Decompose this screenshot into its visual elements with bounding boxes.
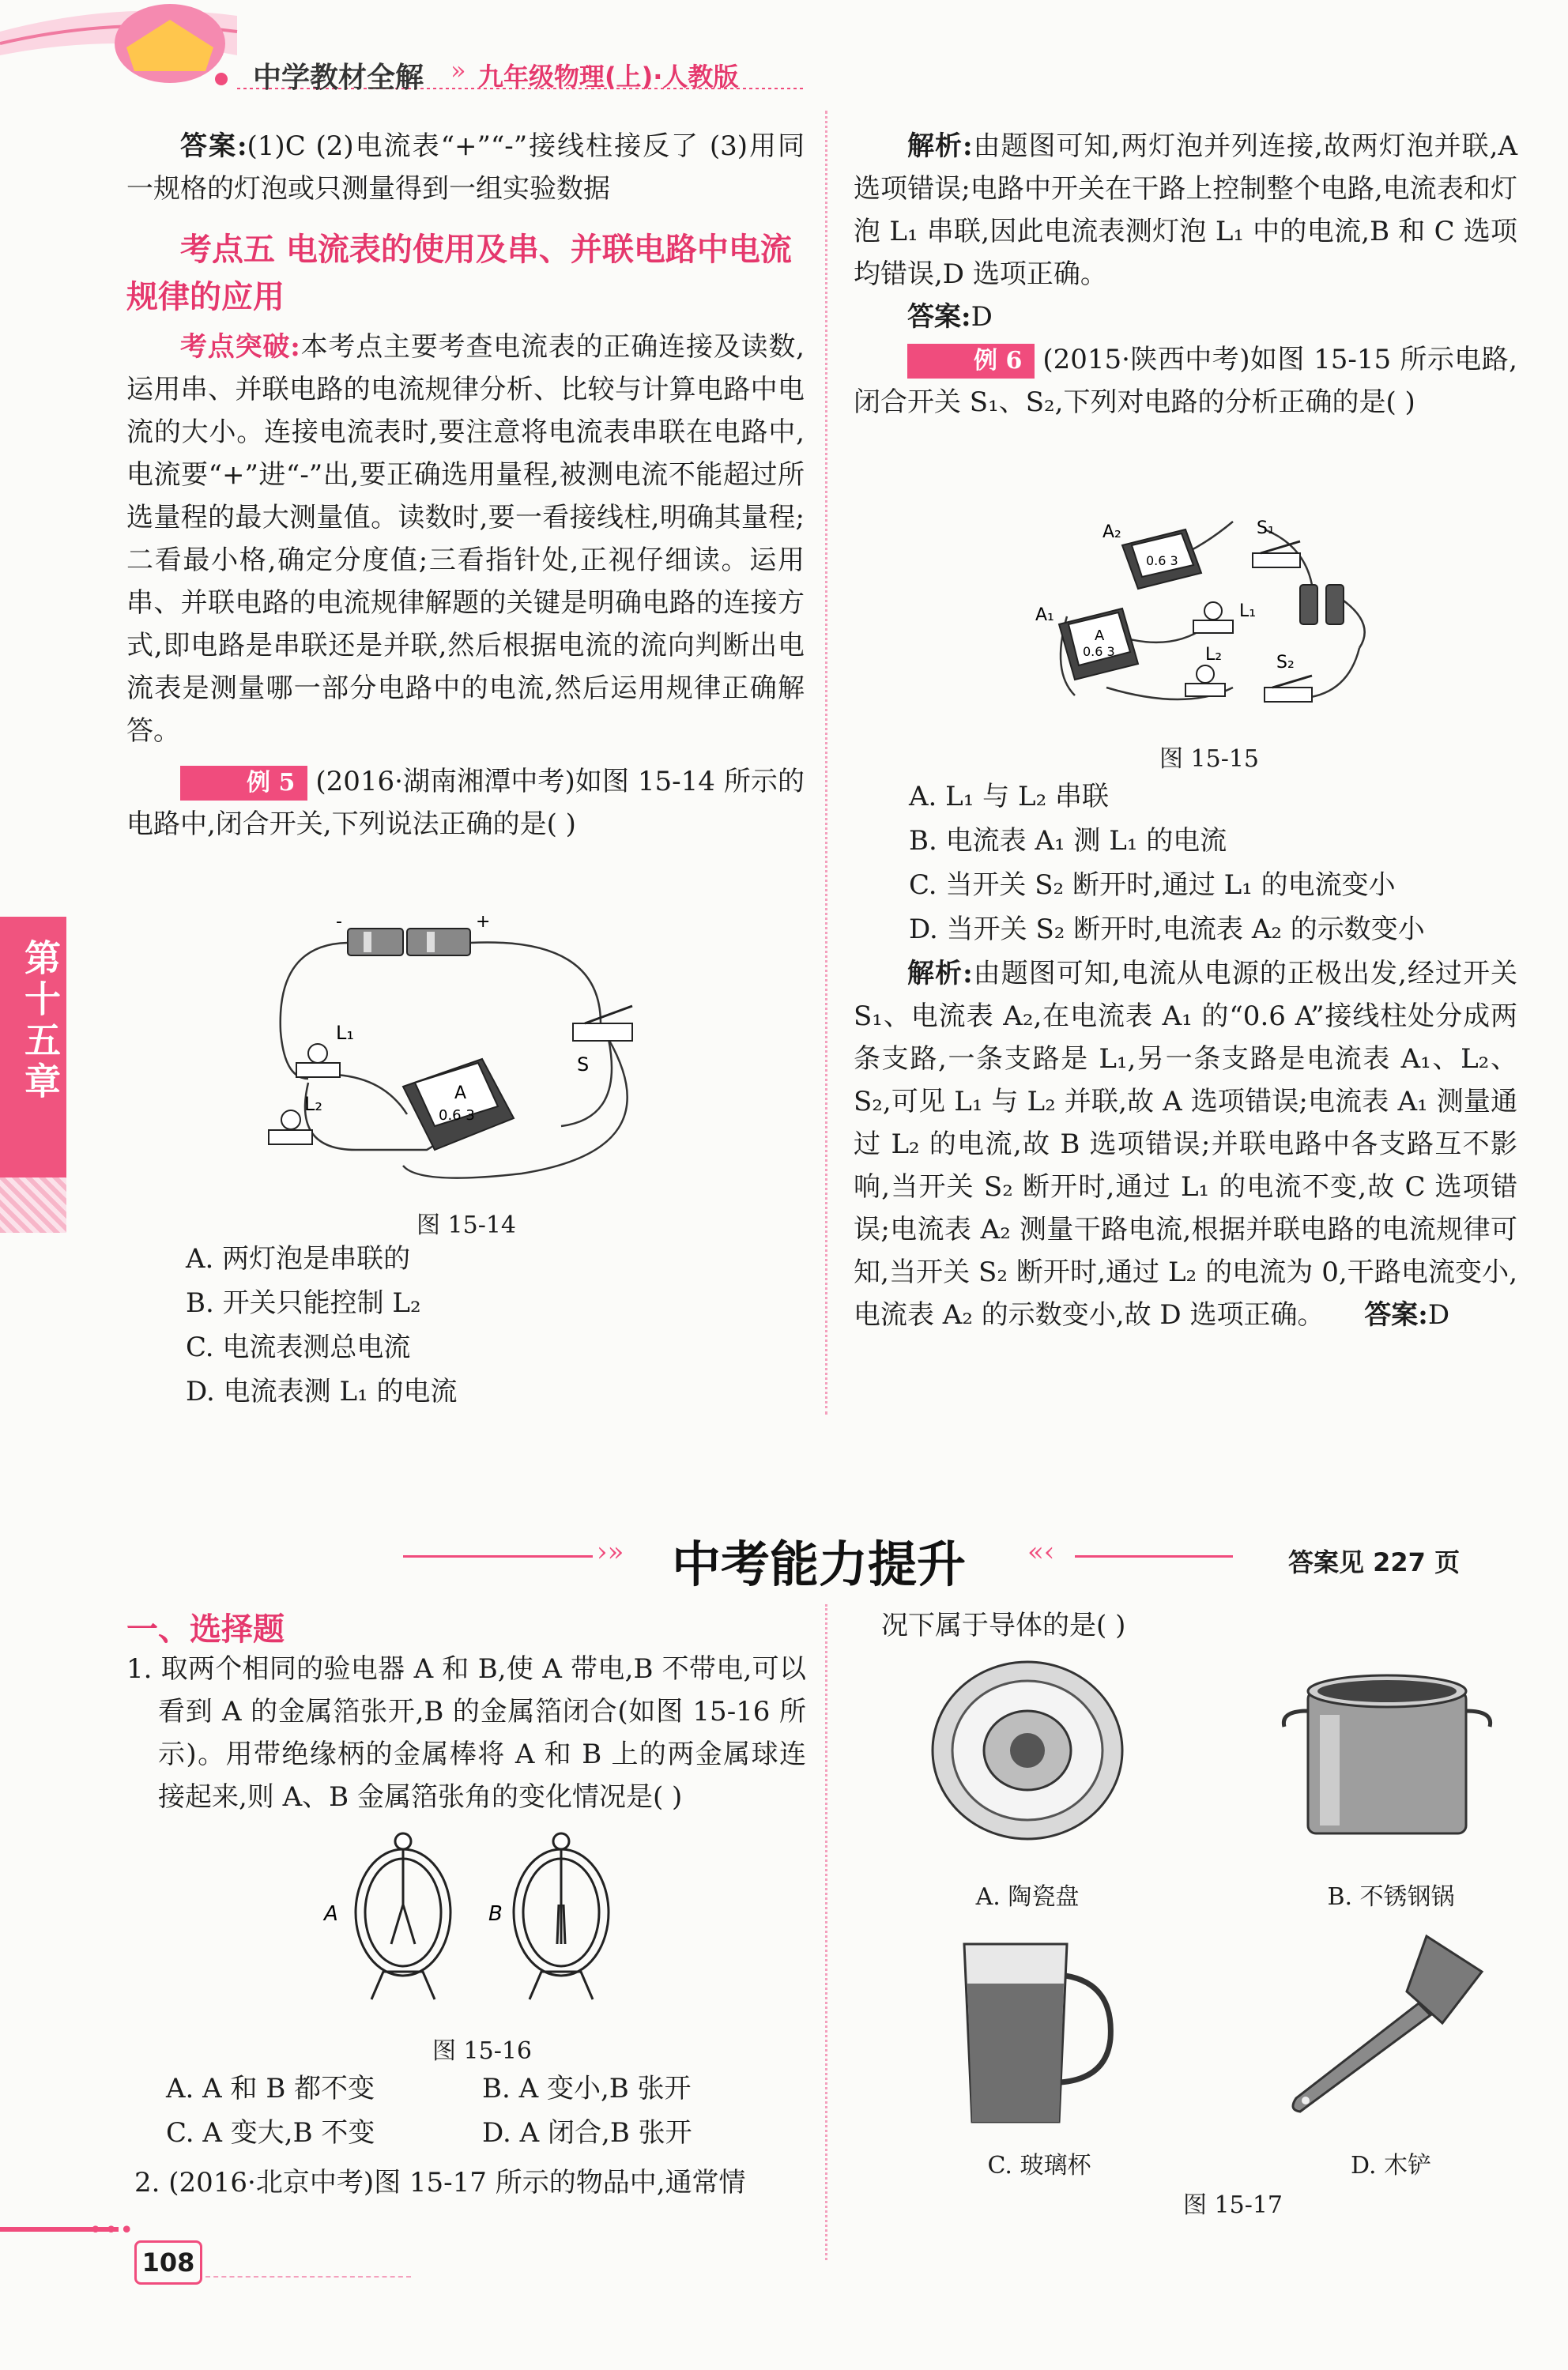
battery-icon: [348, 929, 470, 955]
figure-15-15-caption: 图 15-15: [1159, 745, 1260, 773]
banner-line-right: [1075, 1555, 1233, 1558]
ceramic-plate-image: [921, 1656, 1134, 1845]
q2-item-d: D. 木铲: [1350, 2152, 1432, 2180]
chapter-tab-stripes: [0, 1177, 66, 1233]
example5-text: 如图 15-14 所示的电路中,闭合开关,下列说法正确的是( ): [126, 766, 805, 840]
example5-option-b: B. 开关只能控制 L₂: [186, 1287, 421, 1319]
q1-option-a: A. A 和 B 都不变: [166, 2073, 375, 2104]
example5-options: [186, 1237, 802, 1414]
example5-option-d: D. 电流表测 L₁ 的电流: [186, 1376, 458, 1407]
left-column: [126, 125, 805, 846]
breakthrough: [126, 326, 805, 752]
example6-stem: [854, 338, 1517, 424]
switch-s2-icon: [1265, 676, 1312, 702]
figure-15-17-caption: 图 15-17: [1182, 2191, 1283, 2219]
q2-stem-start: 2. (2016·北京中考)图 15-17 所示的物品中,通常情: [134, 2167, 746, 2199]
figure-15-15: [1027, 498, 1391, 727]
analysis6: [854, 952, 1517, 1336]
example5-tag: 例 5: [180, 766, 307, 801]
example5-option-c: C. 电流表测总电流: [186, 1332, 411, 1363]
glass-cup-image: [940, 1928, 1138, 2134]
analysis5: [854, 125, 1517, 296]
chapter-tab: [0, 917, 66, 1177]
fig15-lamp-l2-icon: [1185, 665, 1225, 696]
switch-s-icon: [573, 1006, 632, 1041]
electroscope-a-icon: [356, 1833, 450, 1999]
answer5-value: D: [971, 301, 993, 333]
label-a1: A₁: [1035, 605, 1054, 625]
answer-reference: 答案见 227 页: [1288, 1547, 1461, 1577]
fig15-a1-unit: A: [1095, 627, 1105, 644]
lamp-l1-icon: [296, 1044, 340, 1077]
label-s2: S₂: [1276, 653, 1295, 673]
battery-plus: +: [476, 913, 491, 932]
label-s1: S₁: [1257, 518, 1275, 538]
prev-answer-label: 答案:: [180, 130, 247, 162]
example6-text: 如图 15-15 所示电路,闭合开关 S₁、S₂,下列对电路的分析正确的是( ): [854, 344, 1517, 418]
battery-pair-icon: [1300, 585, 1344, 624]
breakthrough-text: 本考点主要考查电流表的正确连接及读数,运用串、并联电路的电流规律分析、比较与计算电路中电流的大小。连接电流表时,要注意将电流表串联在电路中,电流要“+”进“-”出,要正确选用量程,被测电流不能超过所选量程的最大测量值。读数时,要一看接线柱,明确其量程;二看最小格,确定分度值;三看指针处,正视仔细读。运用串、并联电路的电流规律解题的关键是明确电路的连接方式,即电路是串联还是并联,然后根据电流的流向判断出电流表是测量哪一部分电路中的电流,然后运用规律正确解答。: [126, 331, 805, 747]
answer5: [854, 296, 1517, 338]
figure-15-14: [261, 913, 672, 1189]
analysis6-answer-label: 答案:: [1364, 1299, 1428, 1331]
electroscope-b-icon: [514, 1833, 609, 1999]
figure-15-14-caption: 图 15-14: [416, 1211, 517, 1239]
section-banner: [403, 1525, 1525, 1593]
fig15-lamp-l1-icon: [1193, 602, 1233, 633]
fig15-label-l1: L₁: [1239, 601, 1257, 621]
example6-option-c: C. 当开关 S₂ 断开时,通过 L₁ 的电流变小: [909, 869, 1396, 901]
example6-option-d: D. 当开关 S₂ 断开时,电流表 A₂ 的示数变小: [909, 914, 1425, 945]
analysis6-answer-value: D: [1427, 1299, 1450, 1331]
label-l2: L₂: [304, 1093, 322, 1115]
label-s: S: [577, 1053, 590, 1076]
fig15-a2-scale: 0.6 3: [1146, 553, 1178, 568]
label-l1: L₁: [336, 1022, 354, 1044]
q1-option-b: B. A 变小,B 张开: [482, 2073, 692, 2104]
answer5-label: 答案:: [907, 301, 971, 333]
question-type-heading: 一、选择题: [126, 1611, 285, 1648]
ammeter-unit: A: [454, 1083, 467, 1103]
q2-stem-cont: 况下属于导体的是( ): [881, 1610, 1126, 1641]
example5-option-a: A. 两灯泡是串联的: [186, 1243, 411, 1275]
fig16-label-b: B: [488, 1902, 503, 1926]
q2-item-a: A. 陶瓷盘: [975, 1883, 1080, 1911]
example5-stem: [126, 760, 805, 846]
header-arrow-icon: »: [450, 55, 466, 85]
ammeter-icon: [403, 1059, 514, 1150]
steel-pot-image: [1272, 1667, 1502, 1849]
page-number: 108: [134, 2240, 202, 2285]
battery-minus: -: [336, 913, 342, 932]
header-decoration: [0, 0, 1568, 103]
example6-source: (2015·陕西中考): [1042, 344, 1250, 375]
example6-option-b: B. 电流表 A₁ 测 L₁ 的电流: [909, 825, 1227, 857]
figure-15-16-caption: 图 15-16: [432, 2037, 533, 2065]
q1-text: 1. 取两个相同的验电器 A 和 B,使 A 带电,B 不带电,可以看到 A 的金属箔张开,B 的金属箔闭合(如图 15-16 所示)。用带绝缘柄的金属棒将 A 和 B 上的两金属球连接起来,则 A、B 金属箔张角的变化情况是( ): [126, 1653, 806, 1813]
fig15-a1-scale: 0.6 3: [1083, 644, 1115, 659]
fig16-label-a: A: [324, 1902, 338, 1926]
analysis5-text: 由题图可知,两灯泡并列连接,故两灯泡并联,A 选项错误;电路中开关在干路上控制整个电路,电流表和灯泡 L₁ 串联,因此电流表测灯泡 L₁ 中的电流,B 和 C 选项均错误,D 选项正确。: [854, 130, 1517, 290]
q2-item-b: B. 不锈钢锅: [1327, 1883, 1455, 1911]
header-grade: 九年级物理(上)·人教版: [478, 62, 739, 92]
example6-tag: 例 6: [907, 344, 1035, 379]
label-a2: A₂: [1102, 522, 1121, 542]
wooden-spatula-image: [1272, 1928, 1502, 2126]
right-column: [854, 125, 1517, 424]
column-divider-lower: [825, 1604, 827, 2260]
column-divider: [825, 111, 827, 1415]
breakthrough-label: 考点突破:: [180, 331, 300, 363]
prev-answer-text: (1)C (2)电流表“+”“-”接线柱接反了 (3)用同一规格的灯泡或只测量得到一组实验数据: [126, 130, 805, 205]
q2-item-c: C. 玻璃杯: [987, 2152, 1091, 2180]
banner-line-left: [403, 1555, 593, 1558]
q1-option-d: D. A 闭合,B 张开: [482, 2117, 692, 2149]
header: [0, 0, 1568, 103]
q1-option-c: C. A 变大,B 不变: [166, 2117, 375, 2149]
banner-arrow-left-icon: «‹: [1027, 1536, 1055, 1568]
chapter-tab-label: 第十五章: [19, 939, 62, 1103]
figure-15-16: [316, 1826, 648, 2007]
example5-source: (2016·湖南湘潭中考): [315, 766, 575, 797]
switch-s1-icon: [1253, 541, 1300, 567]
fig15-label-l2: L₂: [1205, 645, 1223, 665]
kaodian-title: 考点五 电流表的使用及串、并联电路中电流规律的应用: [126, 232, 792, 315]
footer-dots: •••: [89, 2217, 136, 2244]
section-title: 中考能力提升: [672, 1535, 967, 1593]
example6-option-a: A. L₁ 与 L₂ 串联: [909, 781, 1110, 812]
prev-answer: [126, 125, 805, 210]
footer-rule: [205, 2276, 411, 2278]
ammeter-scale: 0.6 3: [439, 1107, 475, 1124]
example6-options: [909, 774, 1541, 951]
analysis6-text: 由题图可知,电流从电源的正极出发,经过开关 S₁、电流表 A₂,在电流表 A₁ 的“0.6 A”接线柱处分成两条支路,一条支路是 L₁,另一条支路是电流表 A₁、L₂、S₂,可见 L₁ 与 L₂ 并联,故 A 选项错误;电流表 A₁ 测量通过 L₂ 的电流,故 B 选项错误;并联电路中各支路互不影响,当开关 S₂ 断开时,通过 L₁ 的电流不变,故 C 选项错误;电流表 A₂ 测量干路电流,根据并联电路的电流规律可知,当开关 S₂ 断开时,通过 L₂ 的电流为 0,干路电流变小,电流表 A₂ 的示数变小,故 D 选项正确。: [854, 958, 1517, 1331]
header-book-title: 中学教材全解: [253, 62, 424, 94]
analysis5-label: 解析:: [907, 130, 973, 162]
analysis6-label: 解析:: [907, 958, 973, 989]
analysis6-block: [854, 952, 1517, 1336]
banner-arrow-right-icon: ›»: [597, 1536, 624, 1568]
q1-stem: [126, 1648, 806, 1818]
